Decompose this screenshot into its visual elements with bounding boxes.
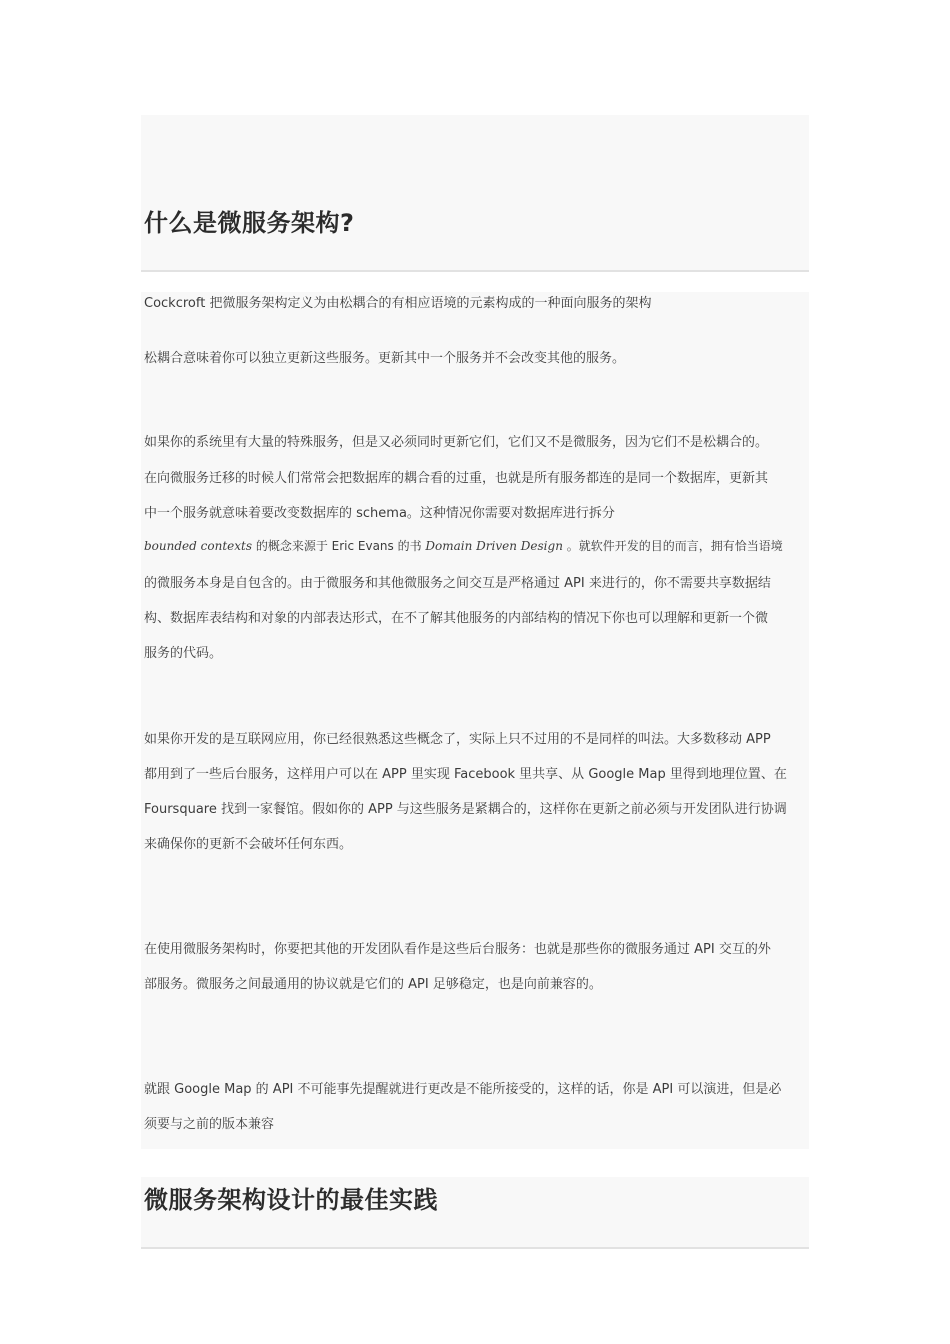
term-bounded-contexts: bounded contexts: [144, 539, 252, 553]
paragraph-line: 构、数据库表结构和对象的内部表达形式，在不了解其他服务的内部结构的情况下你也可以理解和更新一个微: [144, 611, 769, 626]
paragraph-line: Cockcroft 把微服务架构定义为由松耦合的有相应语境的元素构成的一种面向服务的架构: [144, 296, 652, 311]
inline-text: 的概念来源于 Eric Evans 的书: [252, 539, 426, 553]
paragraph-line: Foursquare 找到一家餐馆。假如你的 APP 与这些服务是紧耦合的，这样你在更新之前必须与开发团队进行协调: [144, 802, 787, 817]
paragraph-line: 在使用微服务架构时，你要把其他的开发团队看作是这些后台服务：也就是那些你的微服务通过 API 交互的外: [144, 942, 771, 957]
paragraph-line: 的微服务本身是自包含的。由于微服务和其他微服务之间交互是严格通过 API 来进行的，你不需要共享数据结: [144, 576, 771, 591]
heading-what-is-microservices: 什么是微服务架构?: [144, 209, 355, 237]
paragraph-line: 如果你开发的是互联网应用，你已经很熟悉这些概念了，实际上只不过用的不是同样的叫法。大多数移动 APP: [144, 732, 771, 747]
paragraph-line: 就跟 Google Map 的 API 不可能事先提醒就进行更改是不能所接受的，这样的话，你是 API 可以演进，但是必: [144, 1082, 782, 1097]
paragraph-line-mixed: [144, 537, 783, 554]
paragraph-line: 服务的代码。: [144, 646, 223, 661]
paragraph-line: 来确保你的更新不会破坏任何东西。: [144, 837, 353, 852]
heading-best-practices: 微服务架构设计的最佳实践: [144, 1186, 438, 1214]
inline-text: 。就软件开发的目的而言，拥有恰当语境: [562, 539, 783, 553]
paragraph-line: 在向微服务迁移的时候人们常常会把数据库的耦合看的过重，也就是所有服务都连的是同一个数据库，更新其: [144, 471, 769, 486]
paragraph-line: 松耦合意味着你可以独立更新这些服务。更新其中一个服务并不会改变其他的服务。: [144, 351, 626, 366]
paragraph-line: 中一个服务就意味着要改变数据库的 schema。这种情况你需要对数据库进行拆分: [144, 506, 615, 521]
section-header-best-practices: [141, 1177, 809, 1249]
paragraph-line: 如果你的系统里有大量的特殊服务，但是又必须同时更新它们，它们又不是微服务，因为它们不是松耦合的。: [144, 435, 769, 450]
section-header-what-is: [141, 115, 809, 272]
paragraph-line: 须要与之前的版本兼容: [144, 1117, 275, 1132]
paragraph-line: 部服务。微服务之间最通用的协议就是它们的 API 足够稳定，也是向前兼容的。: [144, 977, 602, 992]
article-body: [141, 292, 809, 1149]
paragraph-line: 都用到了一些后台服务，这样用户可以在 APP 里实现 Facebook 里共享、从 Google Map 里得到地理位置、在: [144, 767, 787, 782]
book-title: Domain Driven Design: [425, 539, 563, 553]
